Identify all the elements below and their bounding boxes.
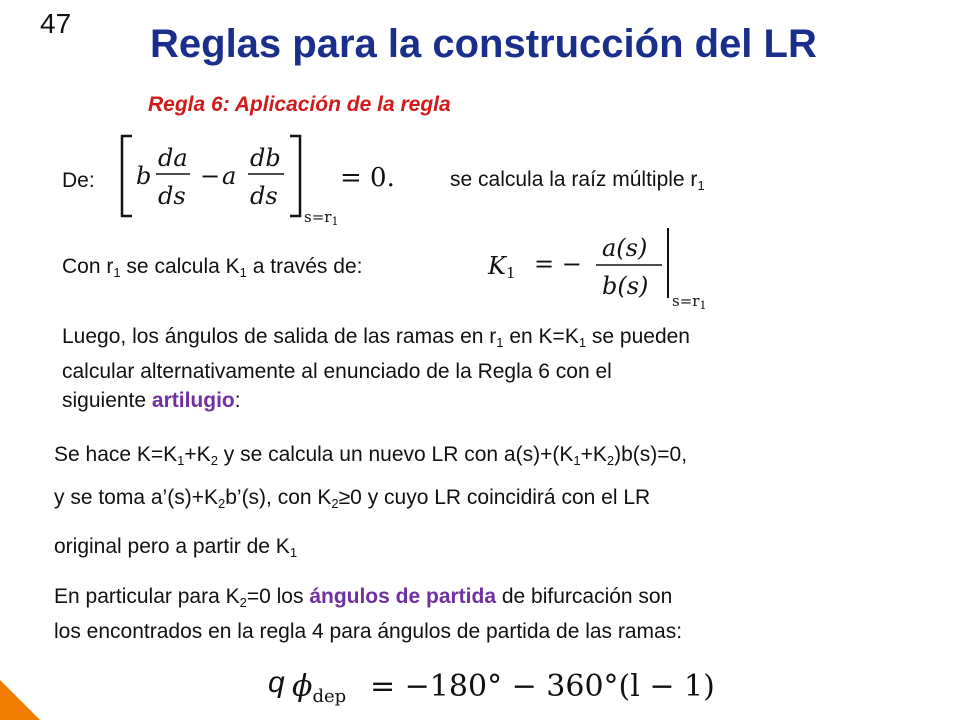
paragraph-particular-case: En particular para $K_2=0$ los ángulos de partida de bifurcación son los encontrados en la regla 4 para ángulos de partida de las ramas: bbox=[54, 585, 683, 643]
k1-formula bbox=[484, 222, 734, 310]
svg-text:b: b bbox=[136, 162, 152, 190]
paragraph-departure-angles: Luego, los ángulos de salida de las ramas en $r_1$ en $K=K_1$ se pueden calcular alternativamente al enunciado de la Regla 6 con el siguiente artilugio: bbox=[62, 325, 690, 412]
eval-subscript-1: $s=r_1$ bbox=[304, 208, 339, 226]
svg-text:−: − bbox=[200, 162, 221, 190]
svg-text:a: a bbox=[222, 162, 237, 190]
svg-text:ϕdep: $\phi_{dep}$ bbox=[292, 669, 347, 707]
multiple-root-text: se calcula la raíz múltiple $r_1$ bbox=[450, 168, 705, 193]
svg-text:a(s): a(s) bbox=[602, 234, 648, 262]
k1-intro-text: Con $r_1$ se calcula $K_1$ a través de: bbox=[62, 255, 363, 280]
paragraph-new-root-locus: Se hace $K=K_1+K_2$ y se calcula un nuevo LR con $a(s)+(K_1+K_2)b(s)=0$, y se toma $a’(s)+K_2b’(s)$, con $K_2\ge 0$ y cuyo LR coincidirá con el LR original pero a partir de $K_1$ bbox=[54, 443, 688, 560]
svg-text:ds: ds bbox=[158, 182, 186, 210]
svg-text:b(s): b(s) bbox=[602, 272, 649, 300]
svg-text:q: q bbox=[268, 666, 285, 699]
svg-text:db: db bbox=[250, 144, 281, 172]
svg-text:= −: = − bbox=[534, 250, 582, 278]
de-label: De: bbox=[62, 169, 95, 192]
highlight-departure-angles: ángulos de partida bbox=[309, 585, 497, 608]
page-number: 47 bbox=[40, 8, 72, 39]
equals-zero: = 0. bbox=[340, 163, 395, 193]
highlight-artilugio: artilugio bbox=[151, 389, 235, 412]
svg-text:K1: K1 bbox=[488, 252, 516, 282]
svg-text:ds: ds bbox=[250, 182, 278, 210]
slide-subtitle: Regla 6: Aplicación de la regla bbox=[148, 93, 451, 116]
corner-decoration bbox=[0, 680, 40, 720]
svg-text:da: da bbox=[158, 144, 188, 172]
multiple-root-equation bbox=[118, 130, 438, 226]
departure-angle-formula bbox=[262, 656, 722, 712]
slide-title: Reglas para la construcción del LR bbox=[150, 22, 817, 66]
svg-text:s=r1: $s=r_1$ bbox=[672, 292, 707, 310]
svg-text:= −180° − 360°(l − 1): = −180° − 360°(l − 1) bbox=[370, 669, 715, 704]
